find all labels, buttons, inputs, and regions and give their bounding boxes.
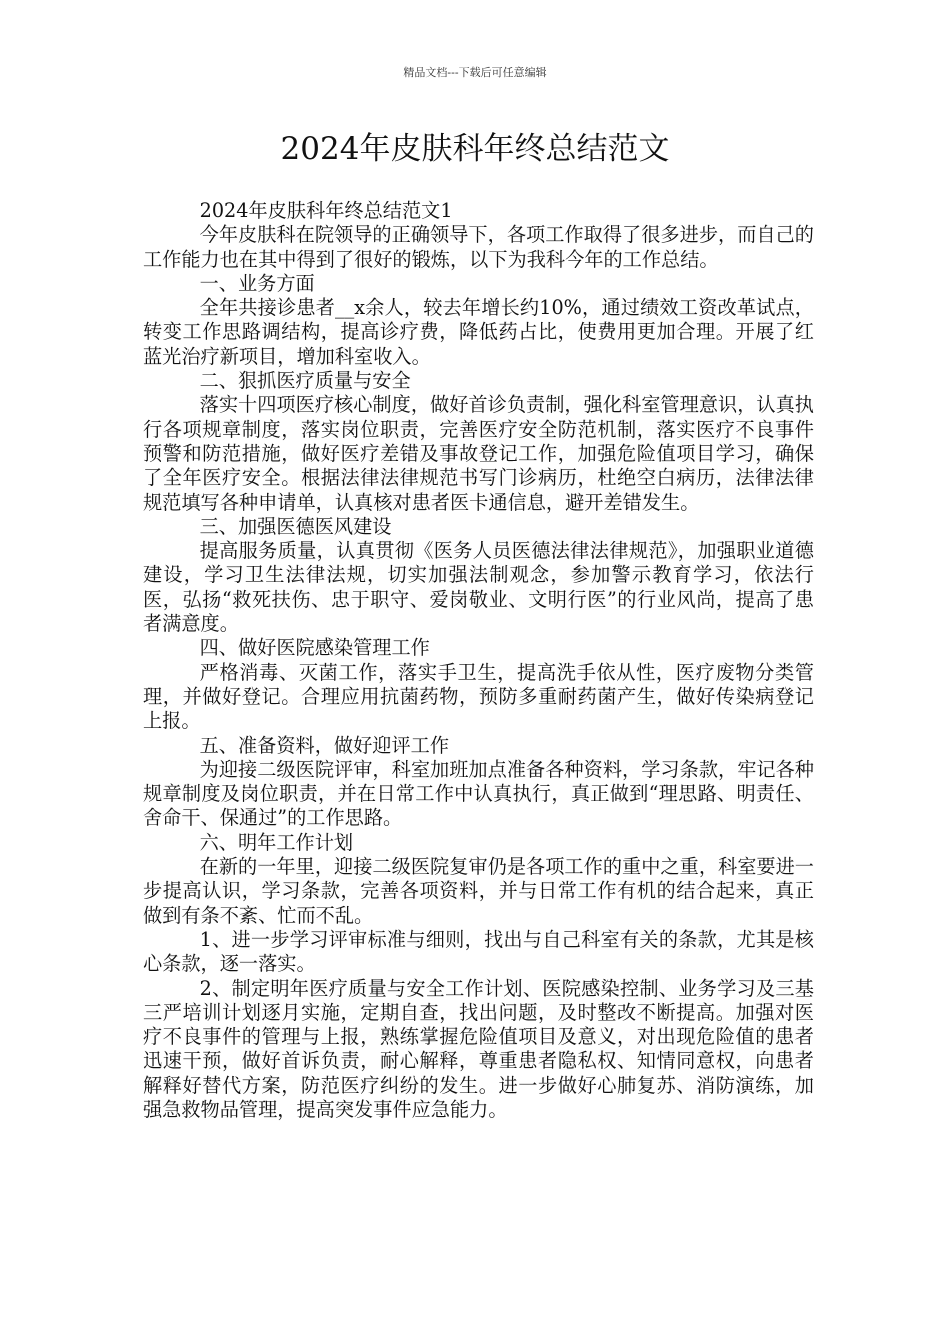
subtitle-paragraph: 2024年皮肤科年终总结范文1 [199, 199, 453, 222]
plan-item-2: 2、制定明年医疗质量与安全工作计划、医院感染控制、业务学习及三基三严培训计划逐月实施，定期自查，找出问题，及时整改不断提高。加强对医疗不良事件的管理与上报，熟练掌握危险值项目及意义，对出现危险值的患者迅速干预，做好首诉负责，耐心解释，尊重患者隐私权、知情同意权，向患者解释好替代方案，防范医疗纠纷的发生。进一步做好心肺复苏、消防演练，加强急救物品管理，提高突发事件应急能力。 [143, 976, 814, 1121]
paragraph-infection-control: 严格消毒、灭菌工作，落实手卫生，提高洗手依从性，医疗废物分类管理，并做好登记。合理应用抗菌药物，预防多重耐药菌产生，做好传染病登记上报。 [143, 660, 814, 733]
section-heading-evaluation-prep: 五、准备资料，做好迎评工作 [199, 733, 450, 757]
section-heading-quality-safety: 二、狠抓医疗质量与安全 [199, 369, 411, 393]
section-heading-business: 一、业务方面 [199, 271, 315, 295]
section-heading-infection-control: 四、做好医院感染管理工作 [199, 636, 430, 660]
document-title: 2024年皮肤科年终总结范文 [280, 131, 670, 167]
document-body [143, 199, 814, 1122]
section-heading-next-year-plan: 六、明年工作计划 [199, 830, 354, 854]
section-heading-ethics: 三、加强医德医风建设 [199, 514, 392, 538]
paragraph-evaluation-prep: 为迎接二级医院评审，科室加班加点准备各种资料，学习条款，牢记各种规章制度及岗位职责，并在日常工作中认真执行，真正做到“理思路、明责任、舍命干、保通过”的工作思路。 [143, 757, 814, 830]
plan-item-1: 1、进一步学习评审标准与细则，找出与自己科室有关的条款，尤其是核心条款，逐一落实。 [143, 927, 814, 976]
page-header-note: 精品文档---下载后可任意编辑 [403, 66, 547, 79]
paragraph-next-year-plan: 在新的一年里，迎接二级医院复审仍是各项工作的重中之重，科室要进一步提高认识，学习条款，完善各项资料，并与日常工作有机的结合起来，真正做到有条不紊、忙而不乱。 [143, 855, 814, 927]
intro-paragraph: 今年皮肤科在院领导的正确领导下，各项工作取得了很多进步，而自己的工作能力也在其中得到了很好的锻炼，以下为我科今年的工作总结。 [143, 223, 814, 271]
paragraph-business: 全年共接诊患者__x余人，较去年增长约10%，通过绩效工资改革试点，转变工作思路调结构，提高诊疗费，降低药占比，使费用更加合理。开展了红蓝光治疗新项目，增加科室收入。 [143, 296, 814, 368]
paragraph-quality-safety: 落实十四项医疗核心制度，做好首诊负责制，强化科室管理意识，认真执行各项规章制度，落实岗位职责，完善医疗安全防范机制，落实医疗不良事件预警和防范措施，做好医疗差错及事故登记工作，加强危险值项目学习，确保了全年医疗安全。根据法律法律规范书写门诊病历，杜绝空白病历，法律法律规范填写各种申请单，认真核对患者医卡通信息，避开差错发生。 [143, 393, 814, 514]
paragraph-ethics: 提高服务质量，认真贯彻《医务人员医德法律法律规范》，加强职业道德建设，学习卫生法律法规，切实加强法制观念，参加警示教育学习，依法行医，弘扬“救死扶伤、忠于职守、爱岗敬业、文明行医”的行业风尚，提高了患者满意度。 [143, 539, 814, 636]
